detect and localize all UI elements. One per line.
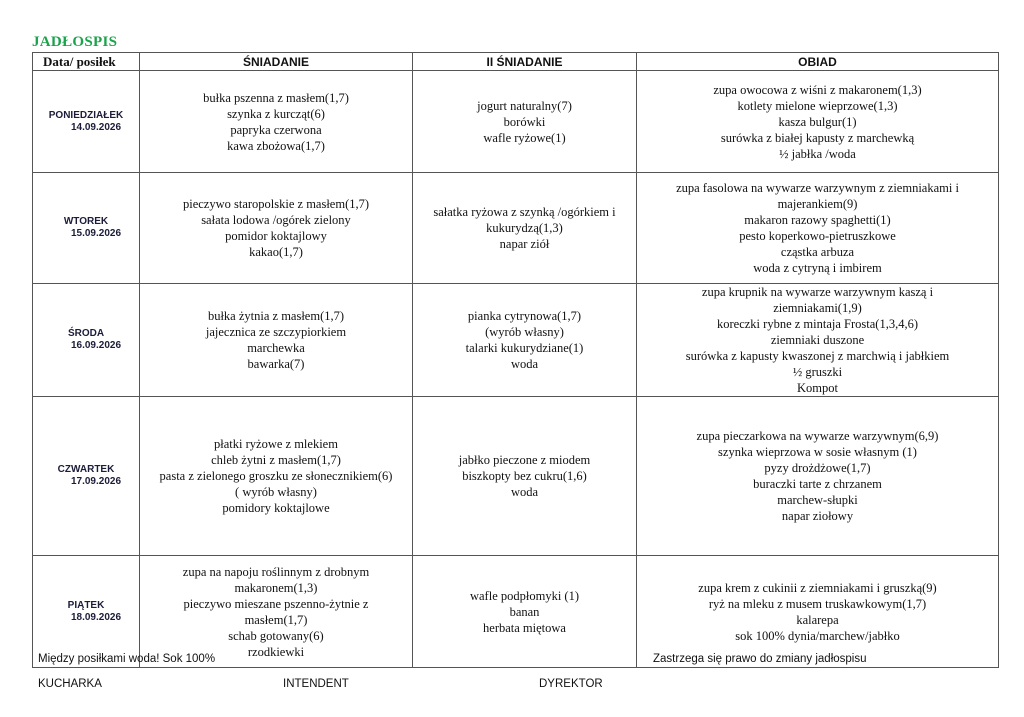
menu-item: bawarka(7) [247, 357, 305, 371]
breakfast-cell [140, 284, 413, 397]
lunch-cell [637, 71, 999, 173]
menu-item: zupa owocowa z wiśni z makaronem(1,3) [713, 82, 922, 97]
menu-item: schab gotowany(6) [228, 628, 324, 643]
menu-item: herbata miętowa [483, 620, 566, 635]
breakfast-cell [140, 71, 413, 173]
table-row [33, 284, 999, 397]
day-cell [33, 284, 140, 397]
table-row [33, 556, 999, 668]
signature-director: DYREKTOR [539, 678, 603, 690]
menu-item: bułka pszenna z masłem(1,7) [203, 90, 349, 105]
menu-item: woda [510, 357, 539, 371]
menu-item: pianka cytrynowa(1,7) [467, 309, 582, 323]
table-row [33, 71, 999, 173]
day-date: 14.09.2026 [70, 121, 122, 133]
second-breakfast-cell [413, 284, 637, 397]
menu-item: papryka czerwona [230, 122, 322, 137]
menu-item: surówka z białej kapusty z marchewką [720, 130, 915, 145]
menu-item: (wyrób własny) [485, 325, 564, 339]
menu-item: Kompot [797, 381, 838, 395]
header-second-breakfast: II ŚNIADANIE [413, 53, 637, 71]
menu-item: zupa na napoju roślinnym z drobnym [182, 564, 370, 579]
menu-item: makaron razowy spaghetti(1) [744, 213, 891, 227]
menu-item: płatki ryżowe z mlekiem [214, 437, 338, 451]
menu-item: pomidory koktajlowe [222, 501, 330, 515]
menu-item: woda [510, 485, 539, 499]
header-lunch: OBIAD [637, 53, 999, 71]
menu-item: napar ziół [499, 237, 550, 251]
day-name: ŚRODA [67, 328, 105, 339]
menu-item: surówka z kapusty kwaszonej z marchwią i jabłkiem [685, 349, 950, 363]
second-breakfast-cell [413, 556, 637, 668]
menu-item: pomidor koktajlowy [225, 229, 327, 243]
second-breakfast-cell [413, 173, 637, 284]
menu-item: sałatka ryżowa z szynką /ogórkiem i [433, 205, 616, 219]
menu-item: zupa fasolowa na wywarze warzywnym z ziemniakami i [676, 181, 959, 195]
day-name: WTOREK [63, 216, 109, 227]
menu-item: makaronem(1,3) [234, 580, 318, 595]
menu-item: banan [509, 604, 540, 619]
menu-item: kotlety mielone wieprzowe(1,3) [737, 98, 898, 113]
day-date: 15.09.2026 [70, 228, 122, 239]
lunch-cell [637, 397, 999, 556]
menu-item: wafle ryżowe(1) [483, 130, 566, 145]
menu-item: pyzy drożdżowe(1,7) [764, 461, 871, 475]
menu-item: kalarepa [796, 612, 839, 627]
menu-body [33, 71, 999, 668]
day-cell [33, 556, 140, 668]
menu-item: cząstka arbuza [780, 245, 855, 259]
day-name: PONIEDZIAŁEK [48, 109, 124, 121]
breakfast-cell [140, 173, 413, 284]
signature-intendant: INTENDENT [283, 678, 349, 690]
menu-item: ½ gruszki [792, 365, 843, 379]
menu-item: szynka wieprzowa w sosie własnym (1) [718, 445, 917, 459]
menu-item: koreczki rybne z mintaja Frosta(1,3,4,6) [717, 317, 918, 331]
menu-item: borówki [503, 114, 546, 129]
menu-item: jabłko pieczone z miodem [458, 453, 591, 467]
menu-item: sok 100% dynia/marchew/jabłko [735, 628, 900, 643]
menu-item: pieczywo mieszane pszenno-żytnie z [183, 596, 369, 611]
table-row [33, 173, 999, 284]
page-title: JADŁOSPIS [32, 34, 118, 50]
menu-item: szynka z kurcząt(6) [227, 106, 325, 121]
menu-item: zupa krem z cukinii z ziemniakami i gruszką(9) [698, 580, 937, 595]
day-name: PIĄTEK [67, 599, 105, 611]
menu-item: masłem(1,7) [244, 612, 308, 627]
menu-item: marchew-słupki [777, 493, 858, 507]
menu-item: buraczki tarte z chrzanem [753, 477, 882, 491]
signature-cook: KUCHARKA [38, 678, 102, 690]
day-cell [33, 71, 140, 173]
lunch-cell [637, 284, 999, 397]
menu-item: ryż na mleku z musem truskawkowym(1,7) [708, 596, 927, 611]
menu-item: pesto koperkowo-pietruszkowe [739, 229, 896, 243]
day-date: 16.09.2026 [70, 340, 122, 351]
menu-item: ziemniaki duszone [770, 333, 865, 347]
menu-item: pieczywo staropolskie z masłem(1,7) [182, 197, 370, 211]
menu-item: biszkopty bez cukru(1,6) [462, 469, 587, 483]
menu-item: sałata lodowa /ogórek zielony [201, 213, 351, 227]
menu-item: kakao(1,7) [249, 245, 303, 259]
menu-item: bułka żytnia z masłem(1,7) [207, 309, 345, 323]
day-cell [33, 397, 140, 556]
reserve-note: Zastrzega się prawo do zmiany jadłospisu [653, 653, 867, 665]
lunch-cell [637, 173, 999, 284]
header-date: Data/ posiłek [33, 53, 140, 71]
second-breakfast-cell [413, 397, 637, 556]
day-date: 17.09.2026 [70, 476, 122, 487]
menu-item: ziemniakami(1,9) [773, 301, 862, 315]
day-name: CZWARTEK [57, 464, 115, 475]
breakfast-cell [140, 556, 413, 668]
menu-item: jogurt naturalny(7) [477, 98, 572, 113]
table-row [33, 397, 999, 556]
header-row [33, 53, 999, 71]
menu-item: kukurydzą(1,3) [486, 221, 563, 235]
menu-table [32, 52, 999, 668]
header-breakfast: ŚNIADANIE [140, 53, 413, 71]
menu-item: majerankiem(9) [777, 197, 858, 211]
menu-item: pasta z zielonego groszku ze słonecznikiem(6) [159, 469, 393, 483]
menu-item: ½ jabłka /woda [779, 146, 856, 161]
menu-item: jajecznica ze szczypiorkiem [205, 325, 347, 339]
menu-item: chleb żytni z masłem(1,7) [211, 453, 341, 467]
menu-item: wafle podpłomyki (1) [469, 588, 579, 603]
lunch-cell [637, 556, 999, 668]
day-cell [33, 173, 140, 284]
menu-item: marchewka [247, 341, 305, 355]
menu-item: kawa zbożowa(1,7) [227, 138, 325, 153]
breakfast-cell [140, 397, 413, 556]
menu-item: talarki kukurydziane(1) [465, 341, 584, 355]
water-note: Między posiłkami woda! Sok 100% [38, 653, 216, 665]
menu-item: zupa pieczarkowa na wywarze warzywnym(6,9) [696, 429, 939, 443]
menu-item: zupa krupnik na wywarze warzywnym kaszą i [701, 285, 934, 299]
second-breakfast-cell [413, 71, 637, 173]
menu-item: rzodkiewki [247, 644, 305, 659]
menu-item: woda z cytryną i imbirem [753, 261, 882, 275]
menu-item: kasza bulgur(1) [778, 114, 857, 129]
menu-item: ( wyrób własny) [235, 485, 317, 499]
day-date: 18.09.2026 [70, 611, 122, 623]
menu-item: napar ziołowy [781, 509, 854, 523]
